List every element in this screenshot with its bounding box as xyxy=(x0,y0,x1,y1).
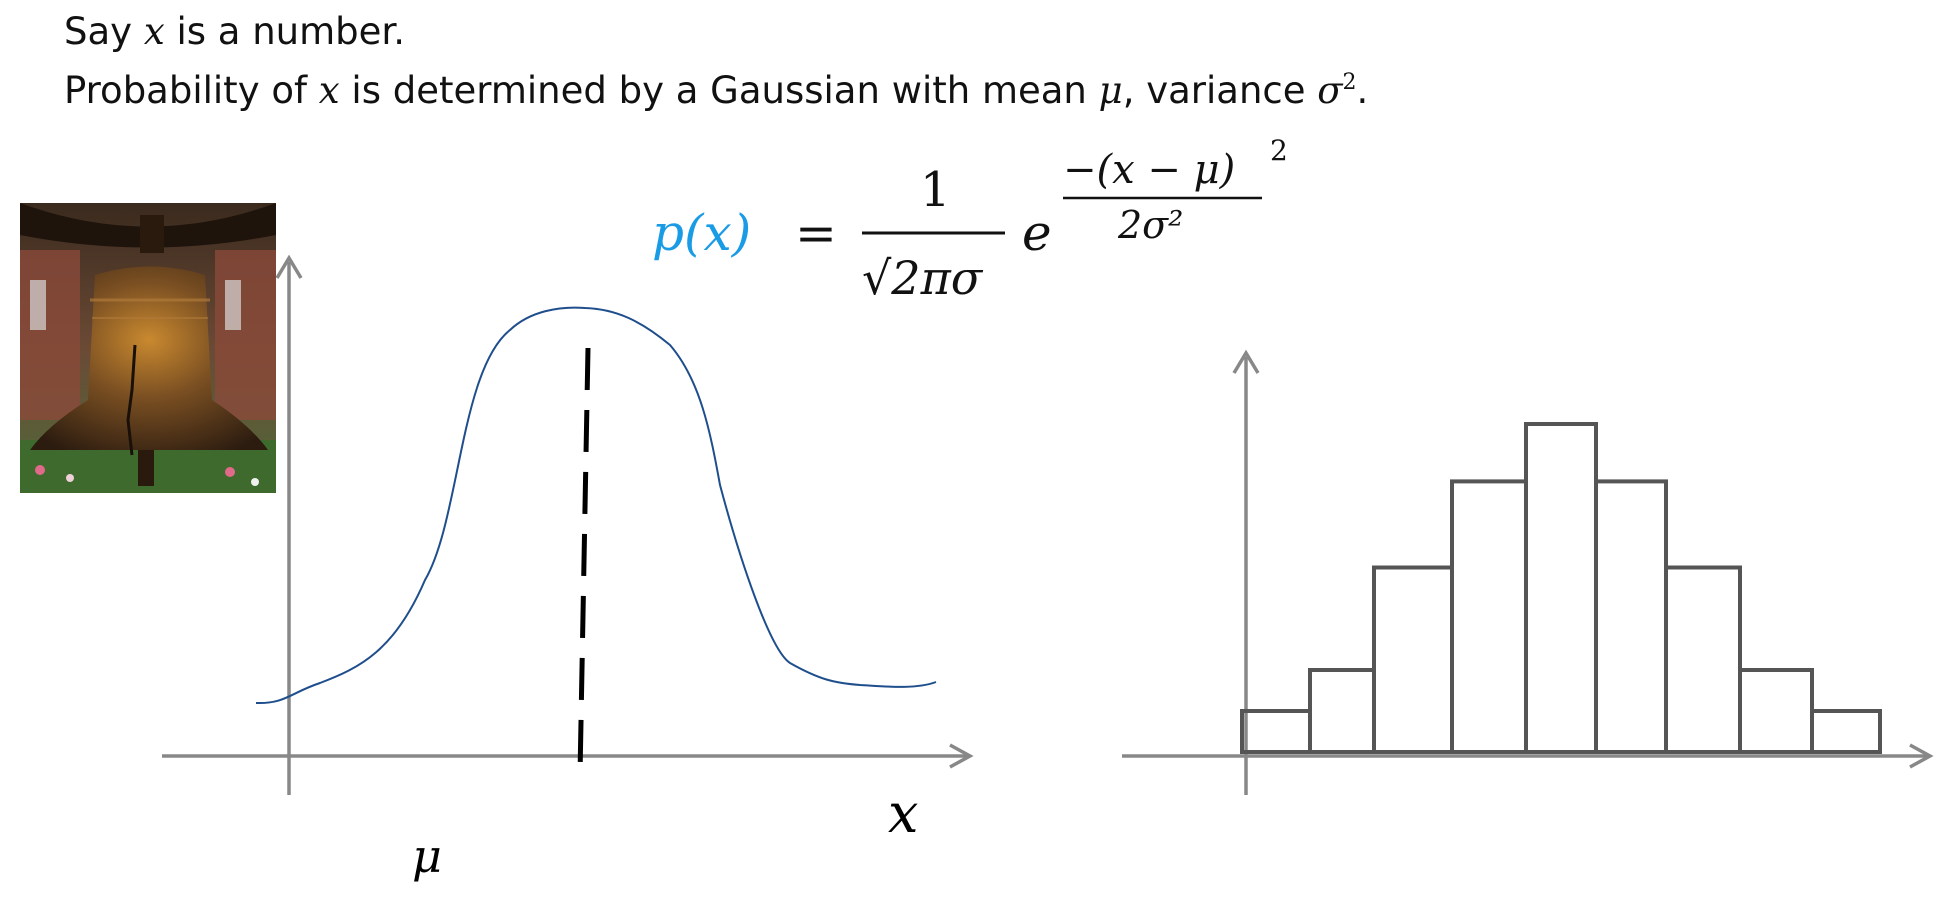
intro-line-2-part-1: Probability of xyxy=(64,69,319,112)
histogram-bar xyxy=(1812,711,1880,752)
intro-line-2-part-2: is determined by a Gaussian with mean xyxy=(339,69,1099,112)
formula-lhs: p(x) xyxy=(652,204,752,262)
formula-denominator: √2πσ xyxy=(862,251,983,305)
histogram-bar xyxy=(1452,481,1526,752)
intro-line-2-part-3: , variance xyxy=(1122,69,1318,112)
intro-line-1-part-1: Say xyxy=(64,10,144,53)
formula-equals: = xyxy=(795,204,837,262)
mean-label: μ xyxy=(412,829,442,883)
intro-line-1-variable-x: x xyxy=(143,10,165,53)
formula-numerator: 1 xyxy=(920,162,951,218)
histogram-bar xyxy=(1526,424,1596,752)
histogram-bar xyxy=(1374,568,1452,753)
histogram-bar xyxy=(1310,670,1374,752)
intro-line-2-variable-sigma: σ xyxy=(1317,69,1343,112)
histogram-bar xyxy=(1666,568,1740,753)
intro-line-2-exponent: 2 xyxy=(1342,70,1357,95)
formula-exp-numerator-power: 2 xyxy=(1270,134,1288,167)
histogram-bar xyxy=(1740,670,1812,752)
left-plot-x-label: x xyxy=(888,782,919,845)
mean-dashed-line xyxy=(580,348,588,775)
liberty-bell-photo xyxy=(20,203,276,493)
gaussian-curve xyxy=(256,308,936,703)
intro-line-2-variable-x: x xyxy=(318,69,340,112)
gaussian-formula xyxy=(652,134,1288,305)
intro-line-2-variable-mu: μ xyxy=(1098,69,1123,112)
left-plot xyxy=(162,258,970,883)
histogram-bars xyxy=(1242,424,1880,752)
intro-line-1-part-2: is a number. xyxy=(164,10,405,53)
formula-exp-denominator: 2σ² xyxy=(1118,203,1184,247)
formula-base-e: e xyxy=(1022,204,1052,262)
histogram-plot xyxy=(1122,353,1930,795)
intro-line-2-part-4: . xyxy=(1356,69,1369,112)
histogram-bar xyxy=(1242,711,1310,752)
histogram-bar xyxy=(1596,481,1666,752)
formula-exp-numerator: −(x − μ) xyxy=(1063,147,1236,193)
